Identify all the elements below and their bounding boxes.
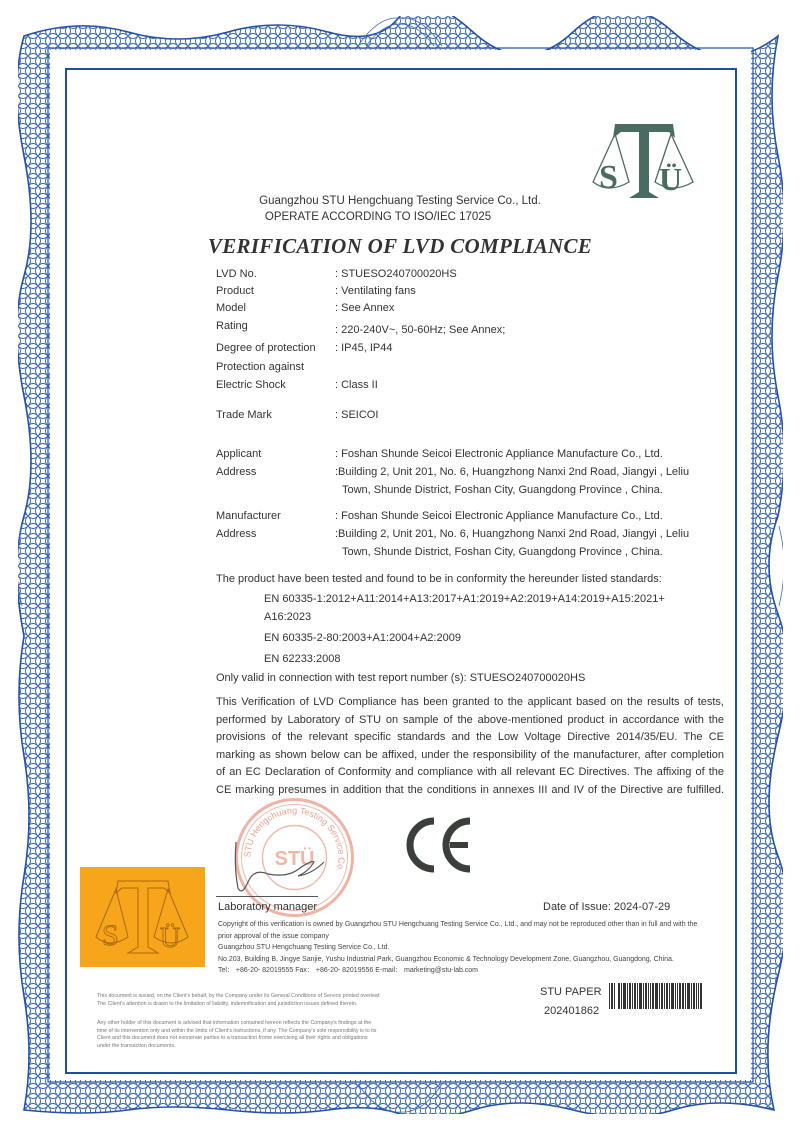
svg-text:S: S (599, 159, 618, 196)
field-label-lvd-no: LVD No. (216, 268, 257, 280)
paper-number: 202401862 (544, 1005, 600, 1017)
signature-line (216, 896, 318, 897)
disclaimer-line: Client and this document does not exonerate parties to a transaction frome exercising all their rights and obligations (97, 1035, 368, 1042)
field-label-rating: Rating (216, 320, 248, 332)
accreditation: OPERATE ACCORDING TO ISO/IEC 17025 (264, 211, 492, 223)
statement-line: marking as shown below can be affixed, under the responsibility of the manufacturer, after completion (216, 748, 724, 761)
manufacturer-address-line1: :Building 2, Unit 201, No. 6, Huangzhong Nanxi 2nd Road, Jiangyi , Leliu (335, 528, 690, 540)
manufacturer-label: Manufacturer (216, 510, 281, 522)
manufacturer-name: : Foshan Shunde Seicoi Electronic Appliance Manufacture Co., Ltd. (335, 510, 663, 522)
applicant-address-label: Address (216, 466, 257, 478)
disclaimer-line: The Client's attention is drawn to the limitation of liability, indemnification and jurisdiction issues defined therein. (97, 1000, 358, 1007)
field-label-degree-of-protection: Degree of protection (216, 342, 316, 354)
stu-logo (585, 120, 700, 205)
svg-text:Ü: Ü (160, 923, 181, 954)
disclaimer-line: under the transaction documents. (97, 1042, 176, 1049)
field-value-trade-mark: : SEICOI (335, 409, 379, 421)
compliance-statement (216, 694, 724, 800)
field-value-model: : See Annex (335, 302, 395, 314)
disclaimer-line: This document is issued, on the Client's behalf, by the Company under its General Conditions of Service printed overleaf. (97, 993, 381, 999)
standard-item: A16:2023 (264, 611, 312, 623)
manufacturer-address-label: Address (216, 528, 257, 540)
disclaimer-block-1 (97, 993, 437, 1008)
statement-line: of an EC Declaration of Conformity and compliance with all relevant EC Directives. The affixing of the (216, 766, 724, 779)
footer-company: Guangzhou STU Hengchuang Testing Service Co., Ltd. (218, 944, 390, 951)
field-value-lvd-no: : STUESO240700020HS (335, 268, 457, 280)
footer-address: No.203, Building B, Jingye Sanjie, Yushu Industrial Park, Guangzhou Economic & Technology Development Zone, Guangzhou, Guangdong, China. (218, 955, 674, 963)
standard-item: EN 60335-2-80:2003+A1:2004+A2:2009 (264, 632, 461, 644)
field-value-degree-of-protection: : IP45, IP44 (335, 342, 393, 354)
standard-item: EN 60335-1:2012+A11:2014+A13:2017+A1:2019+A2:2019+A14:2019+A15:2021+ (264, 593, 665, 605)
footer-contact: Tel： +86-20- 82019555 Fax： +86-20- 82019556 E-mail： marketing@stu-lab.com (218, 967, 479, 974)
paper-watermark-logo (80, 867, 205, 967)
copyright-line: prior approval of the issue company (218, 932, 329, 940)
field-label-product: Product (216, 285, 254, 297)
page-title: VERIFICATION OF LVD COMPLIANCE (207, 234, 593, 258)
field-value-product: : Ventilating fans (335, 285, 416, 297)
disclaimer-line: time of its intervention only and within the limits of Client's instructions, if any. The Company's sole responsibility is to its (97, 1027, 377, 1034)
applicant-name: : Foshan Shunde Seicoi Electronic Appliance Manufacture Co., Ltd. (335, 448, 663, 460)
statement-line: This Verification of LVD Compliance has been granted to the applicant based on the results of tests, (216, 696, 724, 708)
scales-logo-icon (80, 867, 205, 967)
applicant-label: Applicant (216, 448, 262, 460)
field-label-protection-against: Protection against (216, 361, 305, 373)
signer-role: Laboratory manager (218, 901, 318, 913)
statement-line: performed by Laboratory of STU on sample of the above-mentioned product in accordance with the (216, 713, 724, 726)
field-value-electric-shock: : Class II (335, 379, 378, 391)
standard-item: EN 62233:2008 (264, 653, 341, 665)
applicant-address-line2: Town, Shunde District, Foshan City, Guangdong Province , China. (342, 484, 663, 496)
svg-text:STÜ: STÜ (274, 848, 315, 870)
paper-barcode (609, 983, 719, 1009)
ce-mark-icon (404, 815, 476, 875)
manufacturer-address-line2: Town, Shunde District, Foshan City, Guangdong Province , China. (342, 546, 663, 558)
disclaimer-block-2 (97, 1020, 433, 1050)
scales-logo-icon (585, 120, 700, 205)
paper-label: STU PAPER (540, 986, 602, 998)
svg-text:S: S (102, 919, 119, 952)
issuer-company: Guangzhou STU Hengchuang Testing Service Co., Ltd. (259, 195, 541, 207)
svg-text:Ü: Ü (659, 161, 683, 197)
statement-line: CE marking presumes in addition that the conditions in annexes III and IV of the Directive are fulfilled. (216, 783, 724, 796)
standards-intro: The product have been tested and found to be in conformity the hereunder listed standards: (216, 573, 662, 585)
field-label-electric-shock: Electric Shock (216, 379, 286, 391)
statement-line: provisions of the relevant specific standards and the Low Voltage Directive 2014/35/EU. The CE (216, 731, 724, 744)
copyright-line: Copyright of this verification is owned by Guangzhou STU Hengchuang Testing Service Co., Ltd., and may not be reproduced other than in full and with the (218, 921, 698, 928)
copyright-notice (218, 919, 733, 977)
applicant-address-line1: :Building 2, Unit 201, No. 6, Huangzhong Nanxi 2nd Road, Jiangyi , Leliu (335, 466, 690, 478)
signature-icon (228, 838, 338, 898)
disclaimer-line: Any other holder of this document is advised that information contained hereon reflects the Company's findings at the (97, 1020, 372, 1026)
issue-date: Date of Issue: 2024-07-29 (543, 901, 671, 913)
field-value-rating: : 220-240V~, 50-60Hz; See Annex; (335, 324, 506, 336)
field-label-model: Model (216, 302, 246, 314)
report-validity: Only valid in connection with test report number (s): STUESO240700020HS (216, 672, 586, 684)
svg-text:STU Hengchuang Testing Service: STU Hengchuang Testing Service Co. (242, 805, 347, 874)
field-label-trade-mark: Trade Mark (216, 409, 272, 421)
